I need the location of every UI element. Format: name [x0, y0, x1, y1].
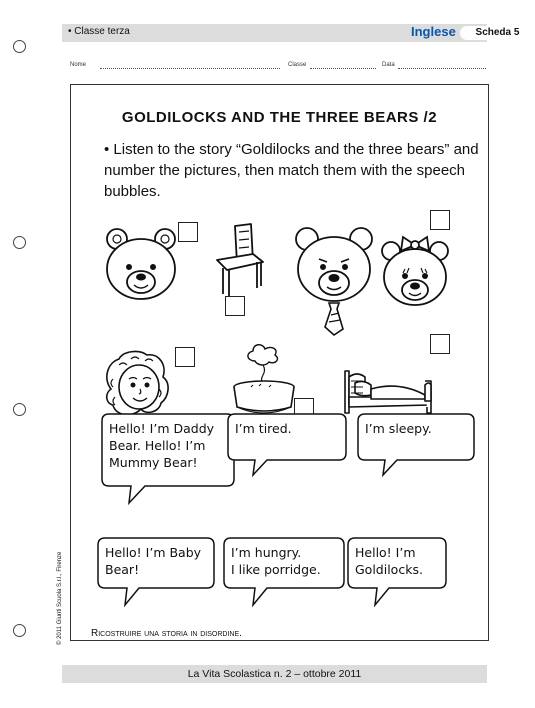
binder-hole	[13, 236, 26, 249]
baby-bear-picture	[101, 227, 181, 305]
teacher-note: Ricostruire una storia in disordine.	[91, 628, 242, 639]
goldilocks-picture	[101, 349, 173, 421]
daddy-bear-picture	[293, 225, 375, 335]
speech-bubble[interactable]	[101, 413, 235, 505]
mummy-bear-picture	[379, 235, 451, 309]
header-bar	[62, 24, 520, 42]
bubble-text: Hello! I’m Goldilocks.	[355, 545, 423, 577]
number-box[interactable]	[175, 347, 195, 367]
name-label: Nome	[70, 62, 87, 68]
chair-picture	[211, 222, 267, 302]
bubble-text: I’m tired.	[235, 421, 292, 436]
bubble-text: I’m hungry. I like porridge.	[231, 545, 321, 577]
bubble-text: Hello! I’m Daddy Bear. Hello! I’m Mummy Bear!	[109, 421, 215, 470]
copyright-text: © 2011 Giunti Scuola S.r.l., Firenze	[57, 551, 63, 645]
bed-picture	[341, 367, 437, 417]
magazine-footer: La Vita Scolastica n. 2 – ottobre 2011	[62, 665, 487, 683]
worksheet-panel	[70, 84, 489, 641]
speech-bubble[interactable]	[223, 537, 345, 607]
speech-bubble[interactable]	[347, 537, 447, 607]
porridge-bowl-picture	[229, 341, 299, 419]
speech-bubble[interactable]	[357, 413, 475, 477]
instruction-text: • Listen to the story “Goldilocks and the three bears” and number the pictures, then match them with the speech bubbles.	[104, 141, 479, 200]
number-box[interactable]	[430, 210, 450, 230]
number-box[interactable]	[225, 296, 245, 316]
number-box[interactable]	[430, 334, 450, 354]
speech-bubble[interactable]	[227, 413, 347, 477]
binder-hole	[13, 40, 26, 53]
binder-hole	[13, 624, 26, 637]
number-box[interactable]	[178, 222, 198, 242]
class-line[interactable]	[310, 68, 376, 69]
class-label: Classe	[288, 62, 307, 68]
bubble-text: Hello! I’m Baby Bear!	[105, 545, 202, 577]
date-line[interactable]	[398, 68, 486, 69]
bubble-text: I’m sleepy.	[365, 421, 432, 436]
speech-bubble[interactable]	[97, 537, 215, 607]
date-label: Data	[382, 62, 395, 68]
class-level-label: • Classe terza	[68, 26, 130, 37]
subject-label: Inglese	[411, 24, 456, 39]
name-line[interactable]	[100, 68, 280, 69]
sheet-badge: Scheda 5	[460, 26, 535, 40]
worksheet-title: GOLDILOCKS AND THE THREE BEARS /2	[121, 109, 438, 126]
binder-hole	[13, 403, 26, 416]
